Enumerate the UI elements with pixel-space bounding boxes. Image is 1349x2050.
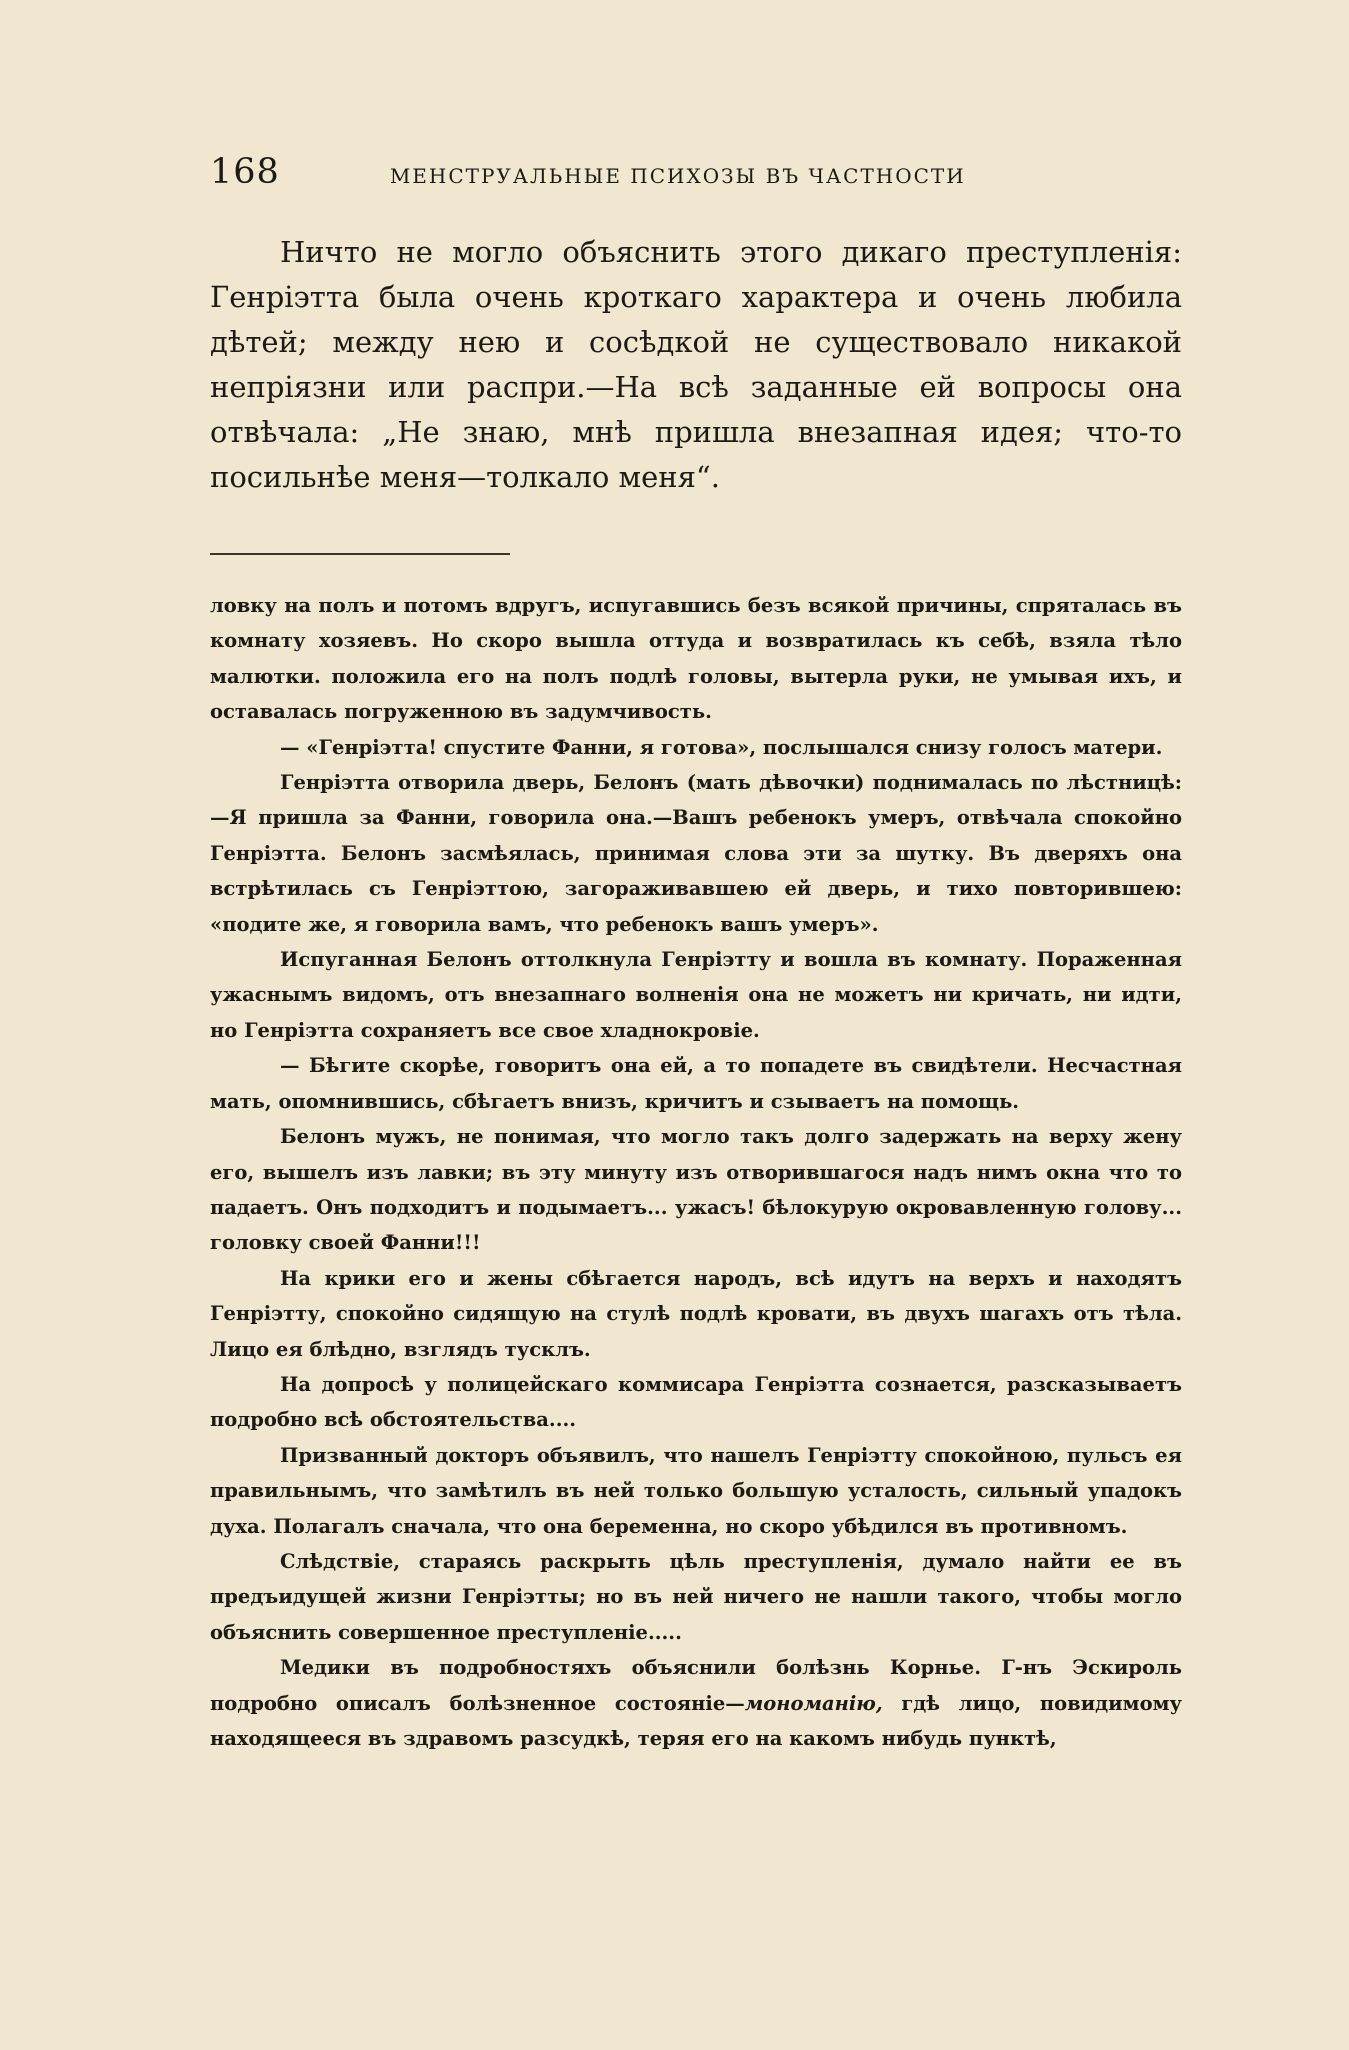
footnote-paragraph: На крики его и жены сбѣгается народъ, всѣ идутъ на верхъ и находятъ Генріэтту, спокойно сидящую на стулѣ подлѣ кровати, въ двухъ шагахъ отъ тѣла. Лицо ея блѣдно, взглядъ тусклъ. bbox=[210, 1266, 1182, 1361]
running-title: МЕНСТРУАЛЬНЫЕ ПСИХОЗЫ ВЪ ЧАСТНОСТИ bbox=[389, 164, 966, 188]
page-header bbox=[210, 152, 1000, 202]
footnote-paragraph bbox=[210, 1650, 1182, 1756]
footnote-text: Медики въ подробностяхъ объяснили болѣзнь Корнье. Г-нъ Эскироль подробно описалъ болѣзненное состояніе— bbox=[210, 1656, 1182, 1715]
footnote bbox=[210, 588, 1182, 1756]
footnote-italic-term: мономанію, bbox=[744, 1691, 883, 1715]
footnote-paragraph: Испуганная Белонъ оттолкнула Генріэтту и вошла въ комнату. Пораженная ужаснымъ видомъ, отъ внезапнаго волненія она не можетъ ни кричать, ни идти, но Генріэтта сохраняетъ все свое хладнокровіе. bbox=[210, 948, 1182, 1042]
footnote-paragraph: На допросѣ у полицейскаго коммисара Генріэтта сознается, разсказываетъ подробно всѣ обстоятельства.... bbox=[210, 1372, 1182, 1432]
footnote-separator bbox=[210, 553, 510, 555]
main-text bbox=[210, 230, 1182, 500]
footnote-paragraph: Призванный докторъ объявилъ, что нашелъ Генріэтту спокойною, пульсъ ея правильнымъ, что замѣтилъ въ ней только большую усталость, сильный упадокъ духа. Полагалъ сначала, что она беременна, но скоро убѣдился въ противномъ. bbox=[210, 1443, 1182, 1538]
page-number: 168 bbox=[210, 152, 280, 192]
footnote-paragraph: — «Генріэтта! спустите Фанни, я готова», послышался снизу голосъ матери. bbox=[280, 735, 1163, 759]
main-paragraph: Ничто не могло объяснить этого дикаго преступленія: Генріэтта была очень кроткаго характера и очень любила дѣтей; между нею и сосѣдкой не существовало никакой непріязни или распри.—На всѣ заданные ей вопросы она отвѣчала: „Не знаю, мнѣ пришла внезапная идея; что-то посильнѣе меня—толкало меня“. bbox=[210, 235, 1182, 494]
footnote-paragraph: ловку на полъ и потомъ вдругъ, испугавшись безъ всякой причины, спряталась въ комнату хозяевъ. Но скоро вышла оттуда и возвратилась къ себѣ, взяла тѣло малютки. положила его на полъ подлѣ головы, вытерла руки, не умывая ихъ, и оставалась погруженною въ задумчивость. bbox=[210, 594, 1182, 724]
footnote-text: гдѣ лицо, повидимому находящееся въ здравомъ разсудкѣ, теряя его на какомъ нибудь пунктѣ, bbox=[210, 1691, 1182, 1750]
footnote-paragraph: Слѣдствіе, стараясь раскрыть цѣль преступленія, думало найти ее въ предъидущей жизни Генріэтты; но въ ней ничего не нашли такого, чтобы могло объяснить совершенное преступленіе..... bbox=[210, 1549, 1182, 1644]
footnote-paragraph: — Бѣгите скорѣе, говоритъ она ей, а то попадете въ свидѣтели. Несчастная мать, опомнившись, сбѣгаетъ внизъ, кричитъ и сзываетъ на помощь. bbox=[210, 1054, 1182, 1113]
footnote-paragraph: Генріэтта отворила дверь, Белонъ (мать дѣвочки) поднималась по лѣстницѣ:—Я пришла за Фанни, говорила она.—Вашъ ребенокъ умеръ, отвѣчала спокойно Генріэтта. Белонъ засмѣялась, принимая слова эти за шутку. Въ дверяхъ она встрѣтилась съ Генріэттою, загораживавшею ей дверь, и тихо повторившею: «подите же, я говорила вамъ, что ребенокъ вашъ умеръ». bbox=[210, 771, 1182, 936]
footnote-paragraph: Белонъ мужъ, не понимая, что могло такъ долго задержать на верху жену его, вышелъ изъ лавки; въ эту минуту изъ отворившагося надъ нимъ окна что то падаетъ. Онъ подходитъ и подымаетъ... ужасъ! бѣлокурую окровавленную голову... головку своей Фанни!!! bbox=[210, 1125, 1182, 1255]
